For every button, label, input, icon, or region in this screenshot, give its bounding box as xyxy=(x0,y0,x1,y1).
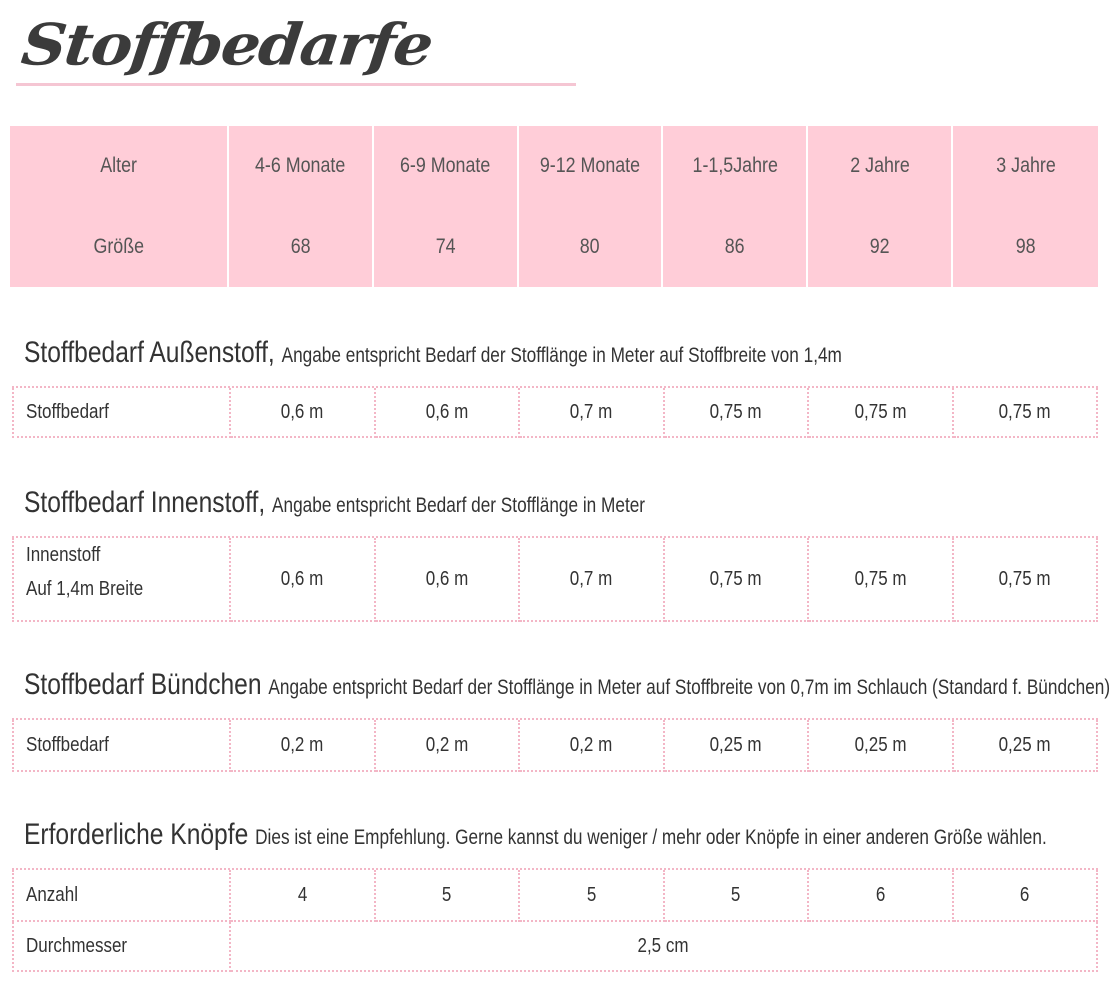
table-cell: 0,75 m xyxy=(665,388,810,438)
size-table-cell: 6-9 Monate xyxy=(374,126,519,207)
section-heading-buendchen xyxy=(24,668,1110,702)
row-label xyxy=(12,538,231,622)
heading-text: Erforderliche Knöpfe xyxy=(24,818,249,851)
table-cell: 4 xyxy=(231,870,376,922)
row-label: Anzahl xyxy=(12,870,231,922)
title-underline xyxy=(16,83,576,86)
size-table-cell: 74 xyxy=(374,207,519,288)
table-cell: 0,75 m xyxy=(809,388,954,438)
heading-text: Stoffbedarf Innenstoff, xyxy=(24,486,266,519)
table-cell: 0,6 m xyxy=(231,538,376,622)
heading-note: Dies ist eine Empfehlung. Gerne kannst du weniger / mehr oder Knöpfe in einer anderen Größe wählen. xyxy=(255,826,1047,849)
table-cell: 5 xyxy=(665,870,810,922)
table-cell: 0,6 m xyxy=(231,388,376,438)
table-cell: 0,6 m xyxy=(376,388,521,438)
table-cell: 0,2 m xyxy=(520,720,665,772)
table-cell: 0,2 m xyxy=(231,720,376,772)
size-table-cell: 2 Jahre xyxy=(808,126,953,207)
size-table-cell: 92 xyxy=(808,207,953,288)
heading-note: Angabe entspricht Bedarf der Stofflänge in Meter auf Stoffbreite von 1,4m xyxy=(281,344,842,367)
table-cell: 0,75 m xyxy=(954,538,1099,622)
knoepfe-table xyxy=(12,868,1098,972)
size-table-header: Größe xyxy=(10,207,229,288)
row-label-line: Auf 1,4m Breite xyxy=(26,578,144,600)
table-cell-merged: 2,5 cm xyxy=(231,922,1098,972)
table-cell: 5 xyxy=(376,870,521,922)
heading-text: Stoffbedarf Außenstoff, xyxy=(24,336,275,369)
table-cell: 0,2 m xyxy=(376,720,521,772)
table-cell: 5 xyxy=(520,870,665,922)
table-cell: 0,25 m xyxy=(954,720,1099,772)
table-cell: 0,25 m xyxy=(809,720,954,772)
row-label: Stoffbedarf xyxy=(12,720,231,772)
page-title: Stoffbedarfe xyxy=(18,10,436,79)
size-table-cell: 3 Jahre xyxy=(953,126,1098,207)
size-table-cell: 9-12 Monate xyxy=(519,126,664,207)
size-table-cell: 1-1,5Jahre xyxy=(663,126,808,207)
table-cell: 6 xyxy=(809,870,954,922)
row-label-line: Innenstoff xyxy=(26,544,101,566)
size-table-header: Alter xyxy=(10,126,229,207)
row-label: Stoffbedarf xyxy=(12,388,231,438)
heading-note: Angabe entspricht Bedarf der Stofflänge in Meter auf Stoffbreite von 0,7m im Schlauch (Standard f. Bündchen) xyxy=(268,676,1111,699)
section-heading-innenstoff xyxy=(24,486,645,520)
table-cell: 0,6 m xyxy=(376,538,521,622)
innenstoff-table xyxy=(12,536,1098,622)
size-table-cell: 80 xyxy=(519,207,664,288)
section-heading-knoepfe xyxy=(24,818,1047,852)
table-cell: 0,75 m xyxy=(665,538,810,622)
table-cell: 0,75 m xyxy=(809,538,954,622)
row-label: Durchmesser xyxy=(12,922,231,972)
table-cell: 0,7 m xyxy=(520,538,665,622)
size-table xyxy=(10,126,1098,287)
size-table-cell: 4-6 Monate xyxy=(229,126,374,207)
table-cell: 0,25 m xyxy=(665,720,810,772)
heading-text: Stoffbedarf Bündchen xyxy=(24,668,262,701)
buendchen-table xyxy=(12,718,1098,772)
size-table-cell: 68 xyxy=(229,207,374,288)
table-cell: 0,75 m xyxy=(954,388,1099,438)
size-table-cell: 98 xyxy=(953,207,1098,288)
table-cell: 6 xyxy=(954,870,1099,922)
table-cell: 0,7 m xyxy=(520,388,665,438)
heading-note: Angabe entspricht Bedarf der Stofflänge in Meter xyxy=(272,494,646,517)
aussenstoff-table xyxy=(12,386,1098,438)
size-table-cell: 86 xyxy=(663,207,808,288)
section-heading-aussenstoff xyxy=(24,336,842,370)
